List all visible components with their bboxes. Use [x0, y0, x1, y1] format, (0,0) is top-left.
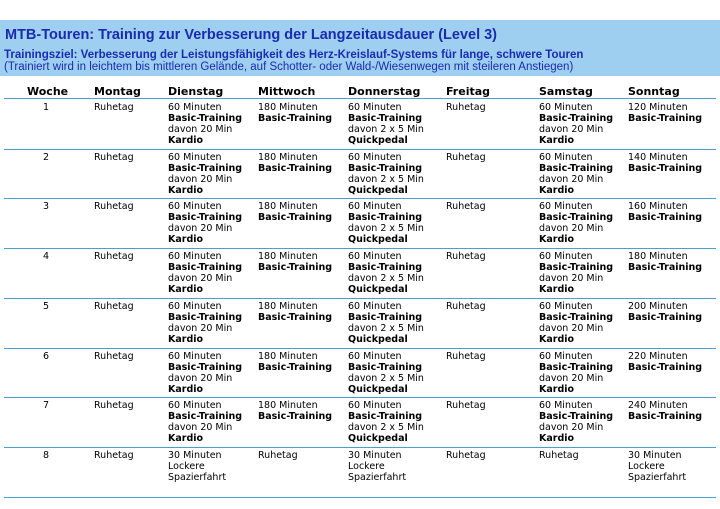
cell-line: 220 Minuten: [628, 350, 688, 362]
cell-line: 120 Minuten: [628, 102, 688, 113]
cell-line-strong: Quickpedal: [348, 184, 408, 196]
cell-line: 60 Minuten: [539, 151, 593, 163]
cell-line: davon 20 Min: [168, 422, 233, 434]
cell-line: 60 Minuten: [539, 102, 593, 113]
cell-samstag: [539, 400, 613, 444]
cell-line-strong: Kardio: [168, 135, 204, 146]
row-divider: [4, 198, 716, 199]
cell-line: 160 Minuten: [628, 201, 688, 213]
cell-line: 60 Minuten: [168, 300, 222, 312]
row-divider: [4, 248, 716, 249]
column-header-montag: Montag: [94, 85, 141, 98]
cell-donnerstag: [348, 251, 424, 295]
cell-line: 180 Minuten: [258, 300, 318, 312]
cell-line: 60 Minuten: [539, 201, 593, 213]
week-number: 1: [42, 102, 50, 113]
cell-line: 140 Minuten: [628, 151, 688, 163]
cell-line: 60 Minuten: [539, 300, 593, 312]
cell-line: 30 Minuten: [628, 449, 682, 461]
cell-line: davon 2 x 5 Min: [348, 173, 424, 185]
cell-line-strong: Basic-Training: [258, 411, 333, 423]
cell-line: 60 Minuten: [348, 201, 402, 213]
cell-line: davon 20 Min: [539, 124, 604, 135]
cell-line-strong: Kardio: [168, 433, 204, 445]
cell-line-strong: Kardio: [539, 433, 575, 445]
cell-line-strong: Basic-Training: [539, 262, 614, 274]
cell-mittwoch: [258, 450, 298, 461]
cell-montag: [94, 102, 134, 113]
week-number: 3: [42, 201, 50, 213]
cell-line: Spazierfahrt: [348, 471, 407, 483]
cell-montag: [94, 301, 134, 312]
cell-line: Ruhetag: [446, 300, 486, 312]
cell-line-strong: Basic-Training: [628, 212, 703, 224]
cell-line: 60 Minuten: [348, 300, 402, 312]
cell-line: 60 Minuten: [168, 201, 222, 213]
cell-line-strong: Basic-Training: [539, 113, 614, 124]
cell-line: davon 20 Min: [539, 223, 604, 235]
cell-montag: [94, 152, 134, 163]
cell-line: Ruhetag: [94, 400, 134, 412]
cell-line: davon 2 x 5 Min: [348, 422, 424, 434]
cell-dienstag: [168, 152, 242, 196]
cell-line: 60 Minuten: [168, 400, 222, 412]
cell-line-strong: Basic-Training: [628, 361, 703, 373]
row-divider: [4, 497, 716, 498]
cell-line-strong: Quickpedal: [348, 333, 408, 345]
row-divider: [4, 397, 716, 398]
cell-line: Ruhetag: [94, 449, 134, 461]
cell-line-strong: Quickpedal: [348, 135, 408, 146]
cell-line: davon 2 x 5 Min: [348, 322, 424, 334]
cell-line-strong: Kardio: [539, 184, 575, 196]
cell-line: Ruhetag: [446, 400, 486, 412]
cell-sonntag: [628, 201, 702, 223]
cell-dienstag: [168, 201, 242, 245]
cell-donnerstag: [348, 152, 424, 196]
cell-line-strong: Kardio: [539, 284, 575, 296]
cell-freitag: [446, 152, 486, 163]
cell-mittwoch: [258, 201, 332, 223]
cell-line-strong: Basic-Training: [348, 262, 423, 274]
cell-line: 30 Minuten: [168, 449, 222, 461]
column-header-donnerstag: Donnerstag: [348, 85, 421, 98]
cell-line: davon 20 Min: [539, 273, 604, 285]
cell-line-strong: Kardio: [539, 135, 575, 146]
cell-mittwoch: [258, 351, 332, 373]
cell-line: 60 Minuten: [168, 102, 222, 113]
cell-line: Ruhetag: [94, 201, 134, 213]
column-header-mittwoch: Mittwoch: [258, 85, 316, 98]
cell-line-strong: Basic-Training: [168, 411, 243, 423]
cell-line-strong: Kardio: [539, 383, 575, 395]
cell-line: davon 20 Min: [168, 273, 233, 285]
week-number: 8: [42, 449, 50, 461]
cell-line-strong: Basic-Training: [258, 212, 333, 224]
cell-line: 180 Minuten: [258, 201, 318, 213]
cell-sonntag: [628, 102, 702, 124]
cell-line: 60 Minuten: [539, 350, 593, 362]
cell-line: davon 20 Min: [168, 223, 233, 235]
cell-line: davon 2 x 5 Min: [348, 124, 424, 135]
cell-line: 180 Minuten: [258, 251, 318, 263]
cell-line: Ruhetag: [539, 449, 579, 461]
cell-line: Ruhetag: [94, 300, 134, 312]
cell-line: Ruhetag: [446, 201, 486, 213]
cell-freitag: [446, 450, 486, 461]
cell-line: 60 Minuten: [348, 102, 402, 113]
cell-samstag: [539, 301, 613, 345]
cell-montag: [94, 201, 134, 212]
cell-line: davon 20 Min: [168, 124, 233, 135]
cell-montag: [94, 251, 134, 262]
cell-line: 200 Minuten: [628, 300, 688, 312]
cell-line: 60 Minuten: [168, 251, 222, 263]
column-header-sonntag: Sonntag: [628, 85, 680, 98]
cell-line-strong: Basic-Training: [258, 311, 333, 323]
cell-sonntag: [628, 400, 702, 422]
cell-freitag: [446, 301, 486, 312]
cell-freitag: [446, 201, 486, 212]
cell-line: Ruhetag: [94, 151, 134, 163]
cell-line-strong: Quickpedal: [348, 234, 408, 246]
cell-sonntag: [628, 351, 702, 373]
cell-line: 60 Minuten: [539, 251, 593, 263]
column-header-woche: Woche: [27, 85, 69, 98]
cell-line: Lockere: [628, 460, 665, 472]
cell-samstag: [539, 351, 613, 395]
cell-line-strong: Kardio: [168, 234, 204, 246]
cell-donnerstag: [348, 351, 424, 395]
cell-dienstag: [168, 351, 242, 395]
cell-line: 60 Minuten: [539, 400, 593, 412]
cell-dienstag: [168, 251, 242, 295]
cell-line: Ruhetag: [258, 449, 298, 461]
cell-line-strong: Basic-Training: [348, 113, 423, 124]
cell-line: Ruhetag: [446, 102, 486, 113]
cell-line-strong: Kardio: [168, 184, 204, 196]
cell-mittwoch: [258, 152, 332, 174]
cell-line-strong: Basic-Training: [348, 311, 423, 323]
cell-line: davon 20 Min: [168, 322, 233, 334]
cell-line-strong: Kardio: [539, 234, 575, 246]
cell-line: 30 Minuten: [348, 449, 402, 461]
cell-line: Ruhetag: [446, 151, 486, 163]
cell-dienstag: [168, 301, 242, 345]
cell-mittwoch: [258, 400, 332, 422]
cell-line-strong: Basic-Training: [628, 162, 703, 174]
cell-montag: [94, 450, 134, 461]
cell-line-strong: Basic-Training: [258, 162, 333, 174]
cell-donnerstag: [348, 102, 424, 146]
cell-line-strong: Basic-Training: [168, 212, 243, 224]
cell-samstag: [539, 102, 613, 146]
cell-line-strong: Basic-Training: [258, 361, 333, 373]
row-divider: [4, 298, 716, 299]
cell-sonntag: [628, 152, 702, 174]
cell-line-strong: Quickpedal: [348, 433, 408, 445]
cell-line-strong: Basic-Training: [168, 361, 243, 373]
cell-montag: [94, 351, 134, 362]
cell-line-strong: Basic-Training: [539, 311, 614, 323]
cell-line-strong: Kardio: [168, 383, 204, 395]
cell-line: 180 Minuten: [258, 151, 318, 163]
terrain-note: (Trainiert wird in leichtem bis mittleren Gelände, auf Schotter- oder Wald-/Wiesenwegen mit steileren Anstiegen): [4, 61, 574, 73]
cell-dienstag: [168, 450, 226, 483]
cell-line-strong: Basic-Training: [628, 311, 703, 323]
cell-mittwoch: [258, 102, 332, 124]
cell-sonntag: [628, 301, 702, 323]
page-title: MTB-Touren: Training zur Verbesserung der Langzeitausdauer (Level 3): [5, 27, 498, 43]
cell-line: davon 2 x 5 Min: [348, 273, 424, 285]
cell-line: 60 Minuten: [348, 400, 402, 412]
cell-line: davon 2 x 5 Min: [348, 223, 424, 235]
cell-line-strong: Quickpedal: [348, 284, 408, 296]
cell-samstag: [539, 251, 613, 295]
cell-line: 180 Minuten: [258, 400, 318, 412]
cell-line: Ruhetag: [94, 102, 134, 113]
cell-line-strong: Basic-Training: [628, 262, 703, 274]
cell-line: 60 Minuten: [168, 151, 222, 163]
cell-mittwoch: [258, 251, 332, 273]
cell-line: 60 Minuten: [348, 251, 402, 263]
column-header-samstag: Samstag: [539, 85, 593, 98]
cell-line: Spazierfahrt: [168, 471, 227, 483]
cell-donnerstag: [348, 201, 424, 245]
row-divider: [4, 348, 716, 349]
cell-donnerstag: [348, 301, 424, 345]
cell-line: Ruhetag: [94, 251, 134, 263]
cell-line-strong: Basic-Training: [348, 411, 423, 423]
cell-samstag: [539, 152, 613, 196]
cell-mittwoch: [258, 301, 332, 323]
cell-line-strong: Basic-Training: [168, 311, 243, 323]
cell-line-strong: Basic-Training: [539, 411, 614, 423]
cell-line-strong: Basic-Training: [539, 162, 614, 174]
cell-line: Lockere: [348, 460, 385, 472]
cell-dienstag: [168, 102, 242, 146]
cell-line-strong: Basic-Training: [258, 262, 333, 274]
cell-line-strong: Quickpedal: [348, 383, 408, 395]
cell-montag: [94, 400, 134, 411]
cell-freitag: [446, 400, 486, 411]
cell-freitag: [446, 351, 486, 362]
column-header-freitag: Freitag: [446, 85, 491, 98]
cell-line: Spazierfahrt: [628, 471, 687, 483]
cell-line: davon 20 Min: [539, 173, 604, 185]
cell-line: 60 Minuten: [348, 151, 402, 163]
column-header-dienstag: Dienstag: [168, 85, 224, 98]
cell-line-strong: Basic-Training: [348, 361, 423, 373]
cell-line: davon 2 x 5 Min: [348, 372, 424, 384]
cell-line-strong: Basic-Training: [168, 162, 243, 174]
cell-line-strong: Kardio: [168, 333, 204, 345]
cell-line-strong: Basic-Training: [168, 262, 243, 274]
cell-line: davon 20 Min: [539, 322, 604, 334]
cell-line: Lockere: [168, 460, 205, 472]
cell-line-strong: Kardio: [168, 284, 204, 296]
cell-line-strong: Basic-Training: [348, 212, 423, 224]
cell-samstag: [539, 201, 613, 245]
cell-samstag: [539, 450, 579, 461]
cell-line: Ruhetag: [94, 350, 134, 362]
cell-line-strong: Basic-Training: [348, 162, 423, 174]
cell-freitag: [446, 102, 486, 113]
cell-line-strong: Basic-Training: [539, 212, 614, 224]
cell-donnerstag: [348, 450, 406, 483]
cell-line: 240 Minuten: [628, 400, 688, 412]
cell-line-strong: Basic-Training: [628, 113, 703, 124]
cell-line: davon 20 Min: [168, 372, 233, 384]
row-divider: [4, 149, 716, 150]
week-number: 2: [42, 151, 50, 163]
cell-line: 180 Minuten: [258, 350, 318, 362]
cell-freitag: [446, 251, 486, 262]
cell-sonntag: [628, 450, 686, 483]
week-number: 6: [42, 350, 50, 362]
cell-line: 60 Minuten: [348, 350, 402, 362]
cell-line-strong: Basic-Training: [258, 113, 333, 124]
cell-donnerstag: [348, 400, 424, 444]
cell-line: davon 20 Min: [168, 173, 233, 185]
cell-sonntag: [628, 251, 702, 273]
cell-dienstag: [168, 400, 242, 444]
cell-line-strong: Kardio: [539, 333, 575, 345]
header-divider: [4, 98, 716, 99]
cell-line: Ruhetag: [446, 350, 486, 362]
cell-line: Ruhetag: [446, 449, 486, 461]
cell-line-strong: Basic-Training: [539, 361, 614, 373]
cell-line: davon 20 Min: [539, 422, 604, 434]
week-number: 5: [42, 300, 50, 312]
cell-line: Ruhetag: [446, 251, 486, 263]
row-divider: [4, 447, 716, 448]
week-number: 4: [42, 251, 50, 263]
cell-line: 60 Minuten: [168, 350, 222, 362]
cell-line: davon 20 Min: [539, 372, 604, 384]
week-number: 7: [42, 400, 50, 412]
cell-line: 180 Minuten: [628, 251, 688, 263]
training-goal: Trainingsziel: Verbesserung der Leistungsfähigkeit des Herz-Kreislauf-Systems für lange, schwere Touren: [4, 49, 584, 61]
cell-line: 180 Minuten: [258, 102, 318, 113]
cell-line-strong: Basic-Training: [168, 113, 243, 124]
cell-line-strong: Basic-Training: [628, 411, 703, 423]
